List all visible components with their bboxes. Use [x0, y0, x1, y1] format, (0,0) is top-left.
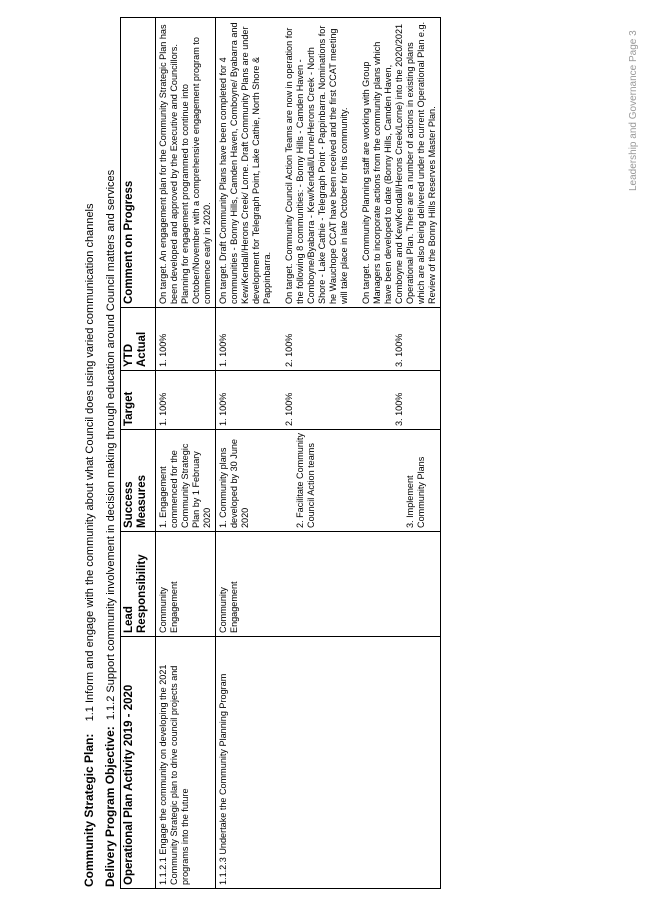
ytd-item: 1. 100%	[158, 333, 168, 367]
table-row	[216, 18, 441, 889]
lead-cell: Community Engagement	[156, 532, 216, 637]
strategic-plan-label: Community Strategic Plan:	[82, 733, 96, 887]
target-item: 1. 100%	[218, 392, 228, 426]
comment-item: On target. An engagement plan for the Community Strategic Plan has been developed and approved by the Executive and Councillors. Planning for engagement programmed to continue into October/November with a comprehensive engagement program to commence early in 2020.	[158, 24, 212, 304]
target-cell	[156, 371, 216, 430]
table-header-row	[121, 18, 156, 889]
ytd-item: 1. 100%	[218, 333, 228, 367]
measures-cell	[216, 430, 441, 532]
col-comment: Comment on Progress	[121, 18, 156, 308]
comment-item: On target. Draft Community Plans have been completed for 4 communities - Bonny Hills, Camden Haven, Comboyne/ Byabarra and Kew/Kendall/Herons Creek/ Lorne. Draft Community Plans are under development for Telegraph Point, Lake Cathie, North Shore & Pappinbarra.	[218, 22, 272, 304]
objective-label: Delivery Program Objective:	[103, 726, 117, 887]
measure-item: 1. Community plans developed by 30 June 2020	[218, 439, 250, 528]
measure-item: 1. Engagement commenced for the Community Strategic Plan by 1 February 2020	[158, 443, 212, 528]
ytd-cell	[216, 308, 441, 371]
col-ytd: YTD Actual	[121, 308, 156, 371]
strategic-plan-value: 1.1 Inform and engage with the community about what Council does using varied communication channels	[84, 203, 96, 722]
comment-item: On target. Community Council Action Teams are now in operation for the following 8 communities: - Bonny Hills - Camden Haven - Comboyne/Byabarra - Kew/Kendall/Lorne/Herons Creek - North Shore - Lake Cathie - Telegraph Point - Pappinbarra. Nominations for he Wauchope CCAT have been received and the first CCAT meeting will take place in late October for this community.	[284, 25, 349, 304]
target-item: 2. 100%	[284, 392, 294, 426]
target-item: 3. 100%	[394, 392, 404, 426]
activity-cell: 1.1.2.1 Engage the community on developing the 2021 Community Strategic plan to drive council projects and programs into the future	[156, 637, 216, 889]
ytd-cell	[156, 308, 216, 371]
comment-item: On target. Community Planning staff are working with Group Managers to incorporate actions from the community plans which have been developed to date (Bonny Hills, Camden Haven, Comboyne and Kew/Kendall/Herons Creek/Lorne) into the 2020/2021 Operational Plan. There are a number of actions in existing plans which are also being delivered under the current Operational Plan e.g. Review of the Bonny Hills Reserves Master Plan.	[361, 21, 437, 304]
comment-cell	[216, 18, 441, 308]
target-item: 1. 100%	[158, 392, 168, 426]
objective-value: 1.1.2 Support community involvement in decision making through education around Council matters and services	[105, 169, 117, 721]
ytd-item: 2. 100%	[284, 333, 294, 367]
activity-cell: 1.1.2.3 Undertake the Community Planning Program	[216, 637, 441, 889]
target-cell	[216, 371, 441, 430]
ytd-item: 3. 100%	[394, 333, 404, 367]
objective-line	[103, 170, 117, 887]
comment-cell	[156, 18, 216, 308]
progress-table	[120, 17, 441, 889]
measure-item: 3. Implement Community Plans	[405, 456, 426, 528]
page-footer: Leadership and Governance Page 3	[628, 30, 639, 191]
col-measures: Success Measures	[121, 430, 156, 532]
strategic-plan-line	[82, 203, 96, 887]
measure-item: 2. Facilitate Community Council Action teams	[295, 432, 316, 528]
measures-cell	[156, 430, 216, 532]
col-activity: Operational Plan Activity 2019 - 2020	[121, 637, 156, 889]
col-target: Target	[121, 371, 156, 430]
lead-cell: Community Engagement	[216, 532, 441, 637]
table-row	[156, 18, 216, 889]
col-lead: Lead Responsibility	[121, 532, 156, 637]
